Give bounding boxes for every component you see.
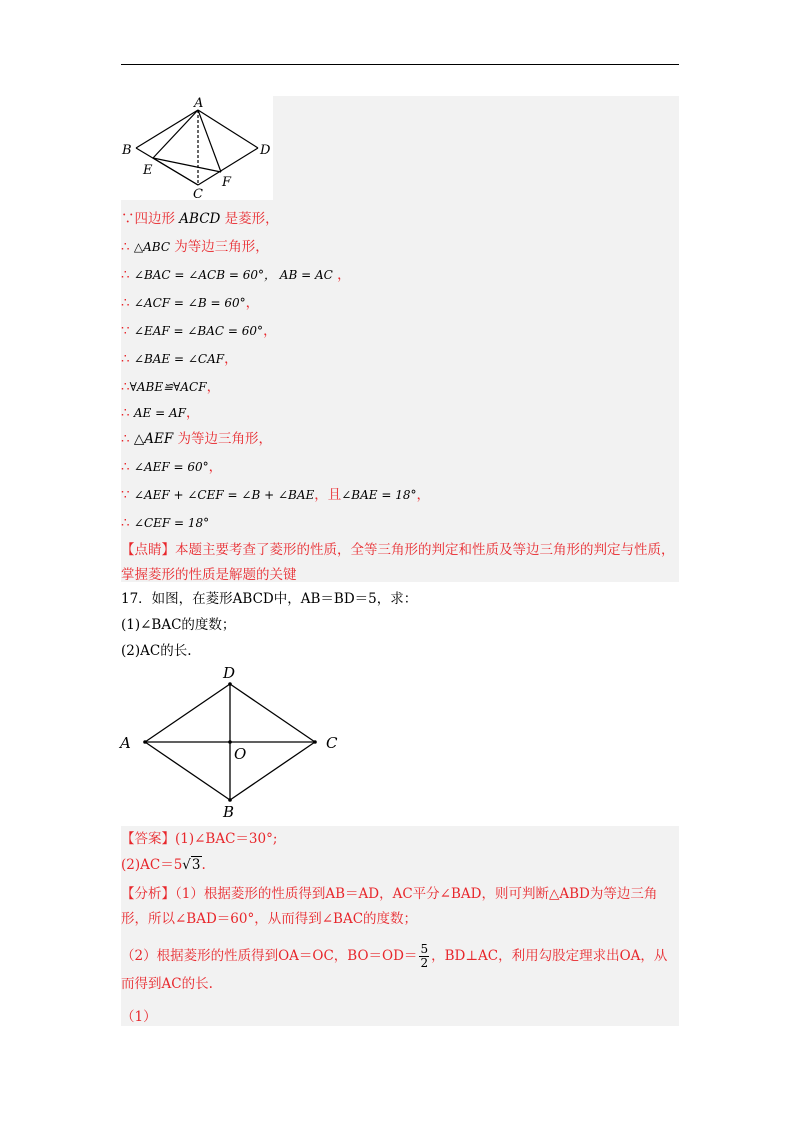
question-17-prompt: 17．如图，在菱形ABCD中，AB＝BD＝5，求： [121, 591, 418, 607]
edge-dc [230, 684, 315, 742]
edge-ad [145, 684, 230, 742]
label-e: E [143, 163, 153, 178]
solution-line-2: ∴ △ABC 为等边三角形， [121, 239, 269, 255]
label-d: D [260, 143, 271, 158]
figure-rhombus-abcd [117, 662, 347, 822]
question-17-part-1: (1)∠BAC的度数； [121, 617, 236, 633]
point-b [228, 798, 232, 802]
analysis-part-1: 【分析】（1）根据菱形的性质得到AB＝AD，AC平分∠BAD，则可判断△ABD为等边三角形，所以∠BAD＝60°，从而得到∠BAC的度数； [121, 886, 658, 927]
edge-ad [198, 110, 258, 148]
solution-line-8: ∴ AE = AF， [121, 405, 200, 421]
answer-17-line-1: 【答案】(1)∠BAC＝30°; [121, 831, 278, 847]
edge-ba [145, 742, 230, 800]
label-b: B [223, 803, 235, 821]
label-o: O [234, 745, 247, 763]
edge-ef [153, 158, 221, 172]
solution-line-4: ∴ ∠ACF = ∠B = 60°， [121, 295, 260, 311]
label-f: F [222, 175, 232, 190]
label-a: A [120, 734, 131, 752]
solution-line-1: ∵四边形 ABCD 是菱形， [121, 211, 279, 227]
point-c [313, 740, 317, 744]
figure-rhombus-with-triangle [121, 96, 273, 200]
solution-line-7: ∴∀ABE≌∀ACF， [121, 379, 221, 395]
solution-comment: 【点睛】本题主要考查了菱形的性质，全等三角形的判定和性质及等边三角形的判定与性质，掌握菱形的性质是解题的关键 [121, 542, 675, 583]
question-17-part-2: (2)AC的长. [121, 643, 192, 659]
point-o [228, 740, 232, 744]
point-a [143, 740, 147, 744]
answer-17-line-2: (2)AC＝5√3. [121, 857, 206, 873]
solution-line-6: ∴ ∠BAE = ∠CAF， [121, 351, 238, 367]
edge-af [198, 110, 221, 172]
solution-step-1: （1） [121, 1009, 157, 1025]
label-c: C [193, 187, 203, 200]
label-c: C [326, 734, 338, 752]
label-b: B [122, 143, 132, 158]
solution-line-11: ∵ ∠AEF + ∠CEF = ∠B + ∠BAE，且∠BAE = 18°， [121, 487, 431, 503]
solution-line-10: ∴ ∠AEF = 60°， [121, 459, 223, 475]
analysis-part-2: （2）根据菱形的性质得到OA＝OC，BO＝OD＝ $\frac{5}{2}$ ，BD⊥AC，利用勾股定理求出OA，从而得到AC的长. [121, 942, 668, 992]
solution-line-12: ∴ ∠CEF = 18° [121, 515, 210, 531]
solution-line-5: ∵ ∠EAF = ∠BAC = 60°， [121, 323, 277, 339]
solution-line-3: ∴ ∠BAC = ∠ACB = 60°， AB = AC ， [121, 267, 351, 283]
solution-line-9: ∴ △AEF 为等边三角形， [121, 431, 273, 447]
fraction-five-halves: $\frac{5}{2}$ [420, 942, 429, 970]
label-d: D [223, 664, 236, 682]
header-rule [121, 64, 679, 65]
label-a: A [194, 96, 204, 111]
point-d [228, 682, 232, 686]
